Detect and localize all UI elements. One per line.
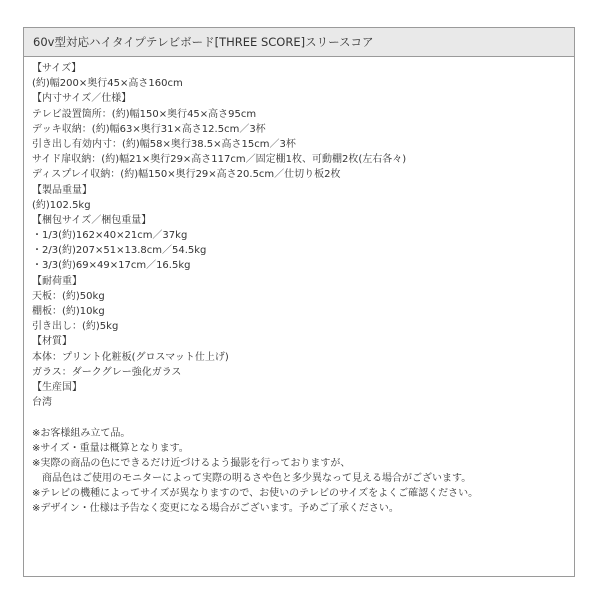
spec-line: 【梱包サイズ／梱包重量】: [32, 214, 152, 226]
spec-line: 台湾: [32, 397, 52, 409]
spec-line: ・1/3(約)162×40×21cm／37kg: [32, 230, 188, 242]
spec-line: 本体：プリント化粧板(グロスマット仕上げ): [32, 351, 229, 363]
spec-line: (約)幅200×奥行45×高さ160cm: [32, 78, 183, 90]
spacer: [32, 410, 574, 425]
spec-line: ディスプレイ収納：(約)幅150×奥行29×高さ20.5cm／仕切り板2枚: [32, 169, 341, 181]
spec-line: 【材質】: [32, 336, 72, 348]
spec-line: 天板：(約)50kg: [32, 290, 105, 302]
spec-line: 【生産国】: [32, 381, 82, 393]
spec-line: ガラス：ダークグレー強化ガラス: [32, 366, 182, 378]
note-line: 商品色はご使用のモニターによって実際の明るさや色と多少異なって見える場合がございます。: [32, 473, 472, 485]
spec-line: 【耐荷重】: [32, 275, 82, 287]
note-line: ※デザイン・仕様は予告なく変更になる場合がございます。予めご了承ください。: [32, 503, 399, 515]
spec-line: サイド扉収納：(約)幅21×奥行29×高さ117cm／固定棚1枚、可動棚2枚(左右各々): [32, 154, 407, 166]
note-line: ※実際の商品の色にできるだけ近づけるよう撮影を行っておりますが、: [32, 457, 351, 469]
spec-line: 【サイズ】: [32, 63, 82, 74]
spec-body: [24, 57, 574, 517]
product-title: 60v型対応ハイタイプテレビボード[THREE SCORE]スリースコア: [24, 28, 574, 57]
spec-line: 棚板：(約)10kg: [32, 306, 105, 317]
spec-line: 引き出し有効内寸：(約)幅58×奥行38.5×高さ15cm／3杯: [32, 138, 296, 150]
notes-list: [32, 426, 574, 517]
spec-line: 【内寸サイズ／仕様】: [32, 93, 132, 105]
note-line: ※お客様組み立て品。: [32, 427, 131, 439]
spec-line: ・3/3(約)69×49×17cm／16.5kg: [32, 260, 191, 272]
note-line: ※テレビの機種によってサイズが異なりますので、お使いのテレビのサイズをよくご確認ください。: [32, 488, 479, 500]
spec-line: 【製品重量】: [32, 184, 92, 196]
note-line: ※サイズ・重量は概算となります。: [32, 442, 189, 454]
spec-line: デッキ収納：(約)幅63×奥行31×高さ12.5cm／3杯: [32, 123, 266, 135]
spec-line: (約)102.5kg: [32, 199, 91, 211]
spec-list: [32, 61, 574, 410]
spec-line: ・2/3(約)207×51×13.8cm／54.5kg: [32, 245, 207, 257]
spec-line: テレビ設置箇所：(約)幅150×奥行45×高さ95cm: [32, 108, 257, 120]
spec-line: 引き出し：(約)5kg: [32, 321, 119, 333]
spec-sheet: [23, 27, 575, 577]
